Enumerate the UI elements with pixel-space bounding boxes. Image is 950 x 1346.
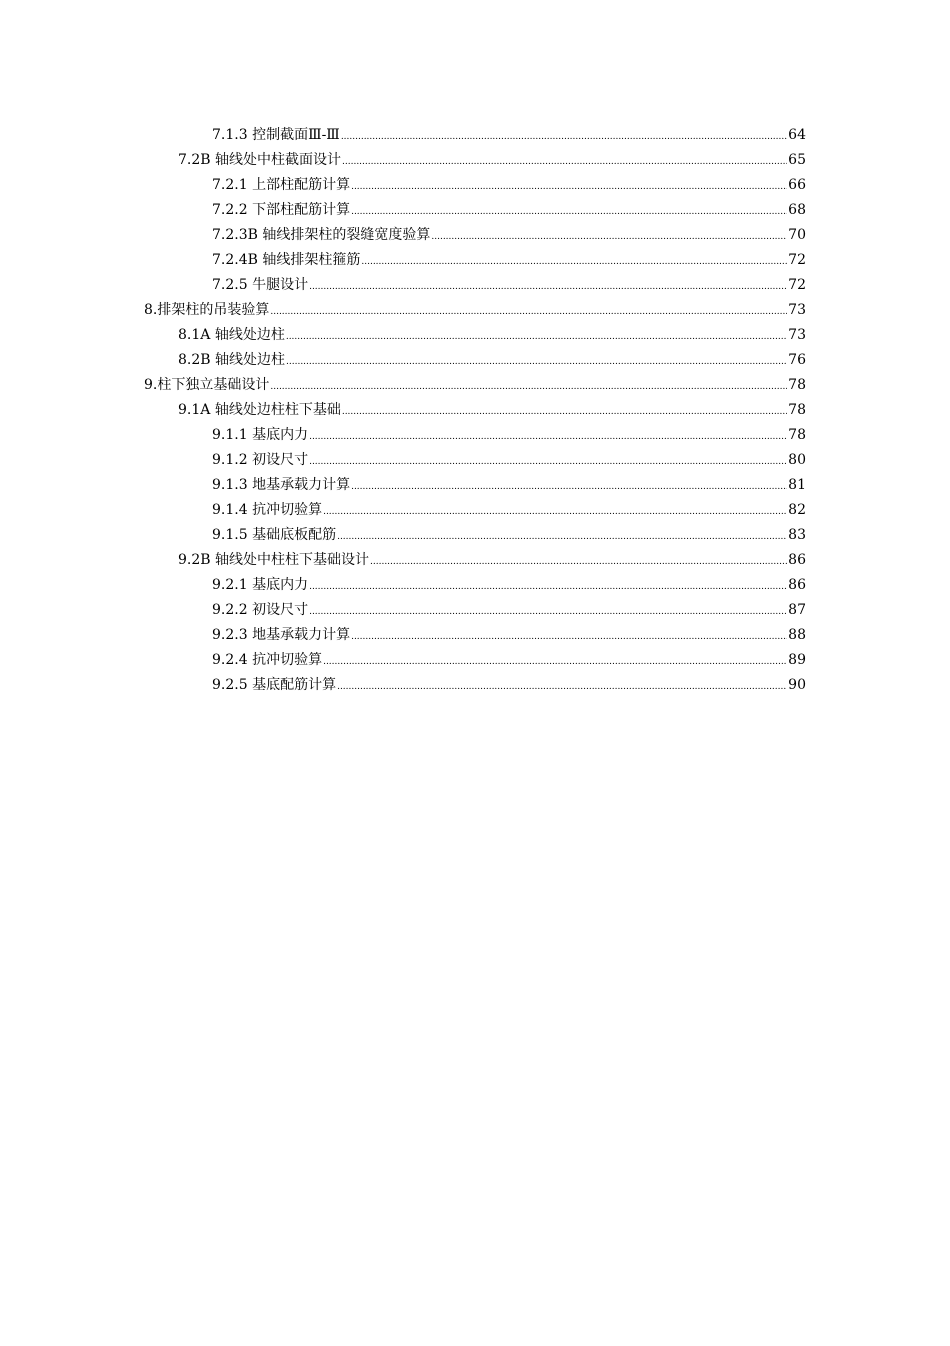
toc-entry[interactable] xyxy=(0,448,950,473)
toc-dot-leader xyxy=(286,325,787,350)
toc-entry[interactable] xyxy=(0,423,950,448)
toc-dot-leader xyxy=(323,500,787,525)
toc-entry[interactable] xyxy=(0,223,950,248)
toc-entry-title: 8.2B 轴线处边柱 xyxy=(178,348,286,373)
toc-dot-leader xyxy=(309,575,787,600)
toc-entry-title: 9.2.4 抗冲切验算 xyxy=(212,648,323,673)
toc-page-number: 83 xyxy=(788,527,806,543)
toc-entry[interactable] xyxy=(0,673,950,698)
toc-entry-title: 8.1A 轴线处边柱 xyxy=(178,323,286,348)
toc-entry[interactable] xyxy=(0,598,950,623)
toc-entry-title: 9.柱下独立基础设计 xyxy=(144,373,270,398)
toc-entry[interactable] xyxy=(0,573,950,598)
toc-page-number: 87 xyxy=(788,602,806,618)
toc-entry[interactable] xyxy=(0,398,950,423)
toc-dot-leader xyxy=(341,125,787,150)
toc-dot-leader xyxy=(270,300,787,325)
toc-page-number: 86 xyxy=(788,577,806,593)
toc-dot-leader xyxy=(351,475,787,500)
toc-entry-title: 9.1A 轴线处边柱柱下基础 xyxy=(178,398,342,423)
toc-page-number: 78 xyxy=(788,402,806,418)
toc-dot-leader xyxy=(309,425,787,450)
toc-page-number: 89 xyxy=(788,652,806,668)
toc-entry[interactable] xyxy=(0,298,950,323)
toc-page-number: 76 xyxy=(788,352,806,368)
toc-page-number: 82 xyxy=(788,502,806,518)
toc-entry[interactable] xyxy=(0,248,950,273)
toc-entry-title: 7.2.3B 轴线排架柱的裂缝宽度验算 xyxy=(212,223,431,248)
toc-entry[interactable] xyxy=(0,173,950,198)
toc-dot-leader xyxy=(361,250,787,275)
toc-page-number: 68 xyxy=(788,202,806,218)
toc-entry-title: 9.2B 轴线处中柱柱下基础设计 xyxy=(178,548,370,573)
toc-page-number: 81 xyxy=(788,477,806,493)
toc-dot-leader xyxy=(270,375,787,400)
toc-entry-title: 7.2.5 牛腿设计 xyxy=(212,273,309,298)
toc-entry[interactable] xyxy=(0,523,950,548)
toc-dot-leader xyxy=(351,175,787,200)
toc-dot-leader xyxy=(309,275,787,300)
toc-entry[interactable] xyxy=(0,498,950,523)
toc-dot-leader xyxy=(337,525,787,550)
toc-entry-title: 9.1.1 基底内力 xyxy=(212,423,309,448)
toc-entry[interactable] xyxy=(0,273,950,298)
toc-page-number: 80 xyxy=(788,452,806,468)
toc-page-number: 88 xyxy=(788,627,806,643)
toc-dot-leader xyxy=(351,625,787,650)
toc-entry-title: 9.2.2 初设尺寸 xyxy=(212,598,309,623)
toc-entry-title: 9.2.3 地基承载力计算 xyxy=(212,623,351,648)
toc-dot-leader xyxy=(309,600,787,625)
toc-page-number: 73 xyxy=(788,302,806,318)
toc-entry-title: 8.排架柱的吊装验算 xyxy=(144,298,270,323)
toc-dot-leader xyxy=(323,650,787,675)
toc-page-number: 90 xyxy=(788,677,806,693)
toc-entry-title: 9.2.1 基底内力 xyxy=(212,573,309,598)
toc-entry[interactable] xyxy=(0,548,950,573)
toc-dot-leader xyxy=(309,450,787,475)
toc-page-number: 78 xyxy=(788,377,806,393)
table-of-contents xyxy=(0,123,950,698)
toc-entry[interactable] xyxy=(0,348,950,373)
toc-page-number: 72 xyxy=(788,277,806,293)
toc-dot-leader xyxy=(342,400,787,425)
toc-entry[interactable] xyxy=(0,148,950,173)
toc-entry[interactable] xyxy=(0,323,950,348)
toc-page-number: 64 xyxy=(788,127,806,143)
toc-entry[interactable] xyxy=(0,198,950,223)
toc-entry-title: 9.1.5 基础底板配筋 xyxy=(212,523,337,548)
toc-entry-title: 7.2B 轴线处中柱截面设计 xyxy=(178,148,342,173)
toc-entry-title: 9.2.5 基底配筋计算 xyxy=(212,673,337,698)
toc-dot-leader xyxy=(351,200,787,225)
toc-page-number: 66 xyxy=(788,177,806,193)
toc-entry[interactable] xyxy=(0,473,950,498)
toc-entry-title: 7.2.1 上部柱配筋计算 xyxy=(212,173,351,198)
toc-page-number: 65 xyxy=(788,152,806,168)
toc-entry-title: 9.1.3 地基承载力计算 xyxy=(212,473,351,498)
toc-dot-leader xyxy=(337,675,787,700)
toc-entry-title: 7.2.2 下部柱配筋计算 xyxy=(212,198,351,223)
toc-dot-leader xyxy=(431,225,787,250)
toc-page-number: 70 xyxy=(788,227,806,243)
toc-entry[interactable] xyxy=(0,623,950,648)
toc-entry[interactable] xyxy=(0,648,950,673)
toc-page-number: 78 xyxy=(788,427,806,443)
toc-entry-title: 9.1.4 抗冲切验算 xyxy=(212,498,323,523)
toc-entry-title: 9.1.2 初设尺寸 xyxy=(212,448,309,473)
toc-entry[interactable] xyxy=(0,373,950,398)
toc-page-number: 86 xyxy=(788,552,806,568)
toc-page-number: 72 xyxy=(788,252,806,268)
toc-entry[interactable] xyxy=(0,123,950,148)
toc-entry-title: 7.2.4B 轴线排架柱箍筋 xyxy=(212,248,361,273)
toc-dot-leader xyxy=(370,550,787,575)
toc-dot-leader xyxy=(342,150,787,175)
toc-dot-leader xyxy=(286,350,787,375)
toc-page-number: 73 xyxy=(788,327,806,343)
toc-entry-title: 7.1.3 控制截面Ⅲ-Ⅲ xyxy=(212,123,341,148)
